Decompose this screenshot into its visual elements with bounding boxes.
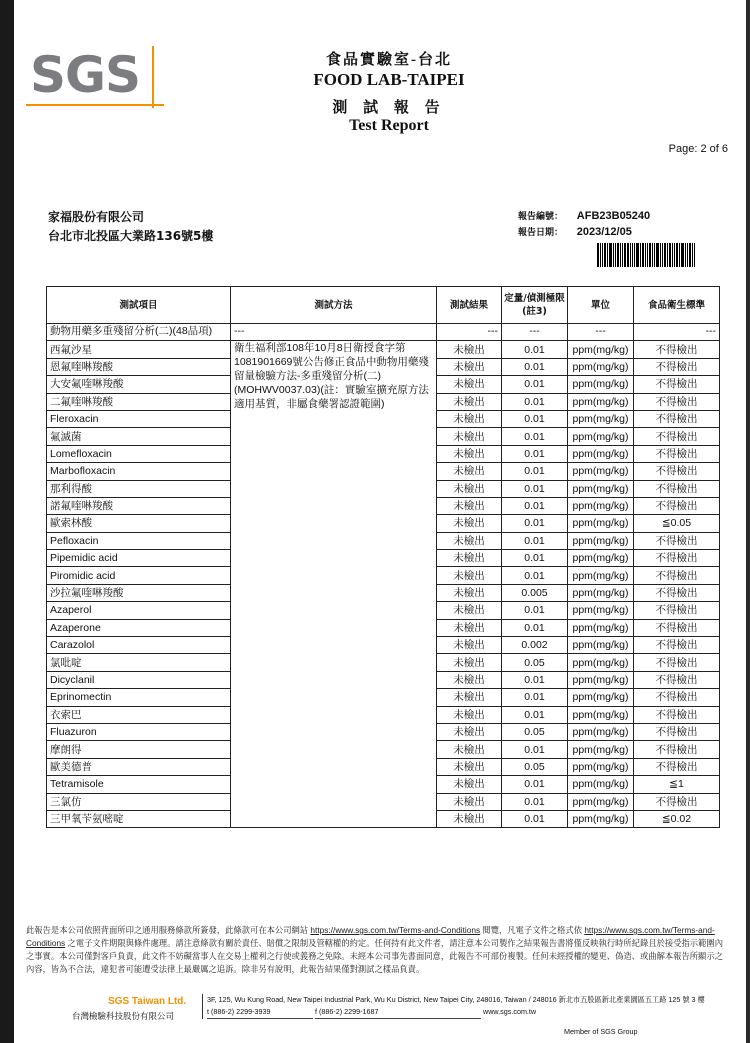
row-limit: 0.05 (502, 758, 568, 775)
report-title-zh: 測 試 報 告 (332, 100, 446, 116)
row-item: 西氟沙星 (47, 341, 231, 358)
barcode-bar (642, 243, 644, 267)
barcode-bar (694, 243, 695, 267)
barcode-bar (620, 243, 621, 267)
row-item: 二氟喹啉羧酸 (47, 393, 231, 410)
report-number-label: 報告編號： (518, 212, 564, 222)
row-standard: 不得檢出 (634, 584, 720, 601)
row-limit: 0.01 (502, 810, 568, 827)
row-limit: 0.01 (502, 619, 568, 636)
barcode-bar (662, 243, 663, 267)
row-unit: ppm(mg/kg) (568, 410, 634, 427)
row-limit: 0.01 (502, 567, 568, 584)
report-date (518, 225, 632, 238)
row-standard: 不得檢出 (634, 619, 720, 636)
row-unit: ppm(mg/kg) (568, 810, 634, 827)
row-result: 未檢出 (437, 619, 502, 636)
row-result: 未檢出 (437, 480, 502, 497)
row-unit: ppm(mg/kg) (568, 497, 634, 514)
company-name-zh: 台灣檢驗科技股份有限公司 (72, 1011, 175, 1021)
group-row (47, 324, 720, 341)
row-unit: ppm(mg/kg) (568, 689, 634, 706)
lab-name-en: FOOD LAB-TAIPEI (313, 70, 465, 89)
barcode-bar (685, 243, 686, 267)
table-row (47, 341, 720, 358)
row-unit: ppm(mg/kg) (568, 358, 634, 375)
row-item: Pefloxacin (47, 532, 231, 549)
row-item: 摩朗得 (47, 741, 231, 758)
barcode-bar (624, 243, 626, 267)
row-item: Azaperol (47, 602, 231, 619)
row-item: Lomefloxacin (47, 445, 231, 462)
row-limit: 0.01 (502, 428, 568, 445)
barcode-bar (654, 243, 655, 267)
row-method: 衛生福利部108年10月8日衛授食字第1081901669號公告修正食品中動物用藥殘留量檢驗方法-多重殘留分析(二)(MOHWV0037.03)(註：實驗室擴充原方法適用基質，非屬食藥署認證範圍) (231, 341, 437, 828)
row-standard: 不得檢出 (634, 445, 720, 462)
header-result: 測試結果 (437, 287, 502, 324)
row-limit: 0.01 (502, 393, 568, 410)
row-item: 沙拉氟喹啉羧酸 (47, 584, 231, 601)
barcode-bar (607, 243, 608, 267)
company-tel: t (886-2) 2299-3939 (207, 1006, 313, 1019)
row-limit: 0.01 (502, 497, 568, 514)
row-limit: 0.05 (502, 723, 568, 740)
row-result: 未檢出 (437, 515, 502, 532)
company-website[interactable]: www.sgs.com.tw (483, 1007, 537, 1016)
row-unit: ppm(mg/kg) (568, 637, 634, 654)
row-limit: 0.01 (502, 671, 568, 688)
row-standard: 不得檢出 (634, 550, 720, 567)
row-unit: ppm(mg/kg) (568, 376, 634, 393)
barcode-bar (667, 243, 668, 267)
row-unit: ppm(mg/kg) (568, 550, 634, 567)
header-method: 測試方法 (231, 287, 437, 324)
row-unit: ppm(mg/kg) (568, 463, 634, 480)
disclaimer (26, 924, 728, 976)
row-result: 未檢出 (437, 376, 502, 393)
row-item: 三氯仿 (47, 793, 231, 810)
disclaimer-part-1: 此報告是本公司依照背面所印之通用服務條款所簽發，此條款可在本公司網站 (26, 925, 309, 935)
header-standard: 食品衛生標準 (634, 287, 720, 324)
row-item: 氯吡啶 (47, 654, 231, 671)
row-unit: ppm(mg/kg) (568, 341, 634, 358)
barcode-bar (613, 243, 614, 267)
row-item: Azaperone (47, 619, 231, 636)
page-number: Page: 2 of 6 (668, 143, 728, 155)
row-standard: 不得檢出 (634, 567, 720, 584)
row-standard: 不得檢出 (634, 793, 720, 810)
row-unit: ppm(mg/kg) (568, 602, 634, 619)
report-date-label: 報告日期： (518, 228, 564, 238)
row-unit: ppm(mg/kg) (568, 671, 634, 688)
row-limit: 0.005 (502, 584, 568, 601)
row-limit: 0.01 (502, 515, 568, 532)
row-limit: 0.01 (502, 480, 568, 497)
row-standard: 不得檢出 (634, 671, 720, 688)
row-limit: 0.01 (502, 689, 568, 706)
row-result: 未檢出 (437, 758, 502, 775)
row-standard: 不得檢出 (634, 654, 720, 671)
barcode-bar (600, 243, 601, 267)
row-unit: ppm(mg/kg) (568, 793, 634, 810)
company-address-block (202, 994, 705, 1019)
barcode-bar (687, 243, 688, 267)
row-result: 未檢出 (437, 602, 502, 619)
row-standard: 不得檢出 (634, 410, 720, 427)
barcode-bar (645, 243, 646, 267)
row-result: 未檢出 (437, 358, 502, 375)
barcode-bar (597, 243, 599, 267)
terms-link-1[interactable]: https://www.sgs.com.tw/Terms-and-Conditions (310, 925, 481, 935)
row-item: Pipemidic acid (47, 550, 231, 567)
row-result: 未檢出 (437, 654, 502, 671)
group-method: --- (231, 324, 437, 341)
barcode-bar (649, 243, 651, 267)
row-unit: ppm(mg/kg) (568, 393, 634, 410)
barcode-bar (636, 243, 639, 267)
row-standard: ≦1 (634, 776, 720, 793)
row-result: 未檢出 (437, 671, 502, 688)
lab-name-zh: 食品實驗室-台北 (326, 52, 452, 68)
row-result: 未檢出 (437, 410, 502, 427)
row-item: 諾氟喹啉羧酸 (47, 497, 231, 514)
row-limit: 0.01 (502, 376, 568, 393)
report-number-value: AFB23B05240 (576, 210, 651, 222)
barcode-bar (609, 243, 612, 267)
row-item: Fleroxacin (47, 410, 231, 427)
barcode-bar (647, 243, 648, 267)
row-item: 恩氟喹啉羧酸 (47, 358, 231, 375)
row-item: Carazolol (47, 637, 231, 654)
sgs-logo: SGS (30, 46, 141, 104)
terms-link-2[interactable]: https://www.sgs.com.tw/Terms-and-Conditions (26, 925, 715, 948)
row-limit: 0.01 (502, 776, 568, 793)
row-result: 未檢出 (437, 532, 502, 549)
barcode-bar (617, 243, 619, 267)
row-item: Dicyclanil (47, 671, 231, 688)
row-standard: 不得檢出 (634, 602, 720, 619)
row-unit: ppm(mg/kg) (568, 515, 634, 532)
row-standard: 不得檢出 (634, 480, 720, 497)
row-unit: ppm(mg/kg) (568, 428, 634, 445)
barcode-bar (674, 243, 675, 267)
row-item: 歐美德普 (47, 758, 231, 775)
header-item: 測試項目 (47, 287, 231, 324)
client-address: 台北市北投區大業路136號5樓 (48, 229, 214, 243)
row-unit: ppm(mg/kg) (568, 776, 634, 793)
row-result: 未檢出 (437, 567, 502, 584)
barcode-bar (630, 243, 631, 267)
row-result: 未檢出 (437, 793, 502, 810)
row-result: 未檢出 (437, 393, 502, 410)
row-limit: 0.01 (502, 410, 568, 427)
row-standard: 不得檢出 (634, 706, 720, 723)
row-standard: 不得檢出 (634, 341, 720, 358)
header-unit: 單位 (568, 287, 634, 324)
scan-border-left (0, 0, 14, 1043)
barcode-bar (632, 243, 633, 267)
barcode-bar (669, 243, 671, 267)
row-item: Fluazuron (47, 723, 231, 740)
row-result: 未檢出 (437, 776, 502, 793)
row-limit: 0.01 (502, 445, 568, 462)
row-standard: 不得檢出 (634, 723, 720, 740)
row-unit: ppm(mg/kg) (568, 532, 634, 549)
company-address: 3F, 125, Wu Kung Road, New Taipei Industrial Park, Wu Ku District, New Taipei City, 248016, Taiwan / 248016 新北市五股區新北產業園區五工路 125 號 3 樓 (207, 995, 705, 1004)
member-of-sgs-group: Member of SGS Group (564, 1027, 638, 1036)
row-item: 歐索林酸 (47, 515, 231, 532)
scan-border-right (746, 0, 750, 1043)
row-result: 未檢出 (437, 341, 502, 358)
row-standard: 不得檢出 (634, 497, 720, 514)
barcode-bar (660, 243, 661, 267)
header-limit: 定量/偵測極限(註3) (502, 287, 568, 324)
disclaimer-part-3: 之電子文件期限與條件處理。請注意條款有關於責任、賠償之限制及管轄權的約定。任何持有此文件者，請注意本公司製作之結果報告書將僅反映執行時所紀錄且於接受指示範圍內之事實。本公司僅對客戶負責，此文件不妨礙當事人在交易上權利之行使或義務之免除。未經本公司事先書面同意，此報告不可部份複製。任何未經授權的變更、偽造、或曲解本報告所顯示之內容，皆為不合法，違犯者可能遭受法律上最嚴厲之追訴。除非另有說明，此報告結果僅對測試之樣品負責。 (26, 938, 723, 974)
report-number (518, 209, 650, 222)
row-result: 未檢出 (437, 428, 502, 445)
row-limit: 0.01 (502, 741, 568, 758)
barcode-bar (602, 243, 603, 267)
row-limit: 0.01 (502, 706, 568, 723)
row-standard: ≦0.02 (634, 810, 720, 827)
barcode-bar (640, 243, 641, 267)
barcode-bar (627, 243, 629, 267)
row-item: Piromidic acid (47, 567, 231, 584)
row-item: Eprinomectin (47, 689, 231, 706)
row-standard: 不得檢出 (634, 741, 720, 758)
company-name-en: SGS Taiwan Ltd. (108, 996, 187, 1007)
row-unit: ppm(mg/kg) (568, 723, 634, 740)
table-header-row (47, 287, 720, 324)
company-fax: f (886-2) 2299-1687 (315, 1006, 481, 1019)
row-item: 那利得酸 (47, 480, 231, 497)
row-unit: ppm(mg/kg) (568, 619, 634, 636)
row-unit: ppm(mg/kg) (568, 445, 634, 462)
barcode-bar (622, 243, 623, 267)
group-result: --- (437, 324, 502, 341)
row-result: 未檢出 (437, 497, 502, 514)
row-item: 衣索巴 (47, 706, 231, 723)
row-unit: ppm(mg/kg) (568, 741, 634, 758)
row-item: 三甲氧苄氨嘧啶 (47, 810, 231, 827)
row-result: 未檢出 (437, 463, 502, 480)
row-result: 未檢出 (437, 584, 502, 601)
row-standard: 不得檢出 (634, 428, 720, 445)
row-item: 氟滅菌 (47, 428, 231, 445)
barcode-bar (615, 243, 616, 267)
report-title-en: Test Report (349, 117, 429, 134)
row-standard: 不得檢出 (634, 758, 720, 775)
row-standard: 不得檢出 (634, 689, 720, 706)
row-result: 未檢出 (437, 637, 502, 654)
row-unit: ppm(mg/kg) (568, 654, 634, 671)
row-limit: 0.01 (502, 793, 568, 810)
row-standard: 不得檢出 (634, 463, 720, 480)
barcode-bar (692, 243, 693, 267)
results-table (46, 286, 720, 828)
row-limit: 0.01 (502, 358, 568, 375)
group-unit: --- (568, 324, 634, 341)
row-unit: ppm(mg/kg) (568, 706, 634, 723)
row-unit: ppm(mg/kg) (568, 567, 634, 584)
row-standard: 不得檢出 (634, 393, 720, 410)
row-limit: 0.01 (502, 463, 568, 480)
row-item: 大安氟喹啉羧酸 (47, 376, 231, 393)
barcode-bar (656, 243, 659, 267)
row-item: Tetramisole (47, 776, 231, 793)
client-name: 家福股份有限公司 (48, 210, 145, 224)
row-limit: 0.01 (502, 602, 568, 619)
row-limit: 0.01 (502, 341, 568, 358)
row-unit: ppm(mg/kg) (568, 584, 634, 601)
group-standard: --- (634, 324, 720, 341)
row-result: 未檢出 (437, 723, 502, 740)
barcode-bar (604, 243, 606, 267)
row-standard: 不得檢出 (634, 532, 720, 549)
row-limit: 0.01 (502, 550, 568, 567)
row-unit: ppm(mg/kg) (568, 480, 634, 497)
barcode-bar (664, 243, 666, 267)
row-result: 未檢出 (437, 689, 502, 706)
group-item: 動物用藥多重殘留分析(二)(48品項) (47, 324, 231, 341)
row-result: 未檢出 (437, 810, 502, 827)
barcode-bar (681, 243, 684, 267)
row-result: 未檢出 (437, 741, 502, 758)
row-standard: 不得檢出 (634, 376, 720, 393)
barcode-bar (689, 243, 691, 267)
barcode-bar (679, 243, 680, 267)
row-result: 未檢出 (437, 550, 502, 567)
barcode-bar (634, 243, 635, 267)
barcode (597, 243, 703, 267)
row-limit: 0.002 (502, 637, 568, 654)
row-limit: 0.05 (502, 654, 568, 671)
row-item: Marbofloxacin (47, 463, 231, 480)
row-standard: 不得檢出 (634, 637, 720, 654)
disclaimer-part-2: 閱覽，凡電子文件之格式依 (482, 925, 582, 935)
row-unit: ppm(mg/kg) (568, 758, 634, 775)
group-limit: --- (502, 324, 568, 341)
barcode-bar (672, 243, 673, 267)
barcode-bar (652, 243, 653, 267)
barcode-bar (676, 243, 678, 267)
row-standard: ≦0.05 (634, 515, 720, 532)
row-result: 未檢出 (437, 706, 502, 723)
row-standard: 不得檢出 (634, 358, 720, 375)
report-date-value: 2023/12/05 (576, 226, 632, 238)
row-limit: 0.01 (502, 532, 568, 549)
row-result: 未檢出 (437, 445, 502, 462)
